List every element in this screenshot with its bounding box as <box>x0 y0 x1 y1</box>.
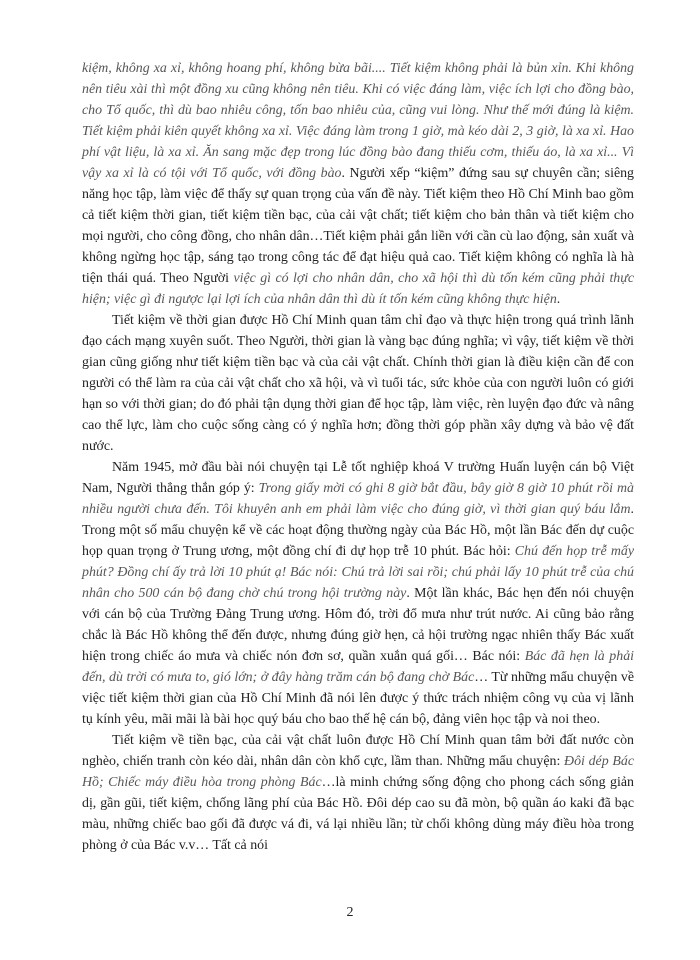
paragraph <box>82 457 634 730</box>
quote-text: kiệm, không xa xỉ, không hoang phí, không bừa bãi.... Tiết kiệm không phải là bủn xỉn. Khi không nên tiêu xài thì một đồng xu cũng không nên tiêu. Khi có việc đáng làm, việc ích lợi cho đồng bào, cho Tổ quốc, thì dù bao nhiêu công, tốn bao nhiêu của, cũng vui lòng. Như thế mới đúng là kiệm. Tiết kiệm phải kiên quyết không xa xỉ. Việc đáng làm trong 1 giờ, mà kéo dài 2, 3 giờ, là xa xỉ. Hao phí vật liệu, là xa xỉ. Ăn sang mặc đẹp trong lúc đồng bào đang thiếu cơm, thiếu áo, là xa xỉ... Vì vậy xa xỉ là có tội với Tổ quốc, với đồng bào <box>82 61 634 181</box>
paragraph <box>82 730 634 856</box>
body-run: . Người xếp “kiệm” đứng sau sự chuyên cần; siêng năng học tập, làm việc để thấy sự quan trọng của vấn đề này. Tiết kiệm theo Hồ Chí Minh bao gồm cả tiết kiệm thời gian, tiết kiệm tiền bạc, của cải vật chất; tiết kiệm cho bản thân và tiết kiệm cho mọi người, cho công đồng, cho nhân dân…Tiết kiệm phải gắn liền với cần cù lao động, sản xuất và không ngừng học tập, sáng tạo trong công tác để đạt hiệu quả cao. Tiết kiệm không có nghĩa là hà tiện thái quá. Theo Người <box>82 166 634 286</box>
quote-text: Trong giấy mời có ghi 8 giờ bắt đầu, bây giờ 8 giờ 10 phút rồi mà nhiều người chưa đến. Tôi khuyên anh em phải làm việc cho đúng giờ, vì thời gian quý báu lắm <box>82 481 634 517</box>
paragraph <box>82 310 634 457</box>
body-run: …là minh chứng sống động cho phong cách sống giản dị, gần gũi, tiết kiệm, chống lãng phí của Bác Hồ. Đôi dép cao su đã mòn, bộ quần áo kaki đã bạc màu, những chiếc bao gối đã được vá đi, vá lại nhiều lần; từ chối không dùng máy điều hòa trong phòng ở của Bác v.v… Tất cả nói <box>82 775 634 853</box>
quote-text: việc gì có lợi cho nhân dân, cho xã hội thì dù tốn kém cũng phải thực hiện; việc gì đi ngược lại lợi ích của nhân dân thì dù ít tốn kém cũng không thực hiện <box>82 271 634 307</box>
body-run: . Trong một số mẩu chuyện kể về các hoạt động thường ngày của Bác Hồ, một lần Bác đến dự cuộc họp quan trọng ở Trung ương, một đồng chí đi dự họp trễ 10 phút. Bác hỏi: <box>82 502 634 559</box>
paragraph <box>82 58 634 310</box>
quote-text: Bác đã hẹn là phải đến, dù trời có mưa to, gió lớn; ở đây hàng trăm cán bộ đang chờ Bác <box>82 649 634 685</box>
body-run: . <box>556 292 561 307</box>
quote-text: Đôi dép Bác Hồ; Chiếc máy điều hòa trong phòng Bác <box>82 754 634 790</box>
body-run: . Một lần khác, Bác hẹn đến nói chuyện với cán bộ của Trường Đảng Trung ương. Hôm đó, trời đổ mưa như trút nước. Ai cũng bảo rằng chắc là Bác Hồ không thể đến được, nhưng đúng giờ hẹn, cả hội trường ngạc nhiên thấy Bác xuất hiện trong chiếc áo mưa và chiếc nón đơn sơ, quần xuắn quá gối… Bác nói: <box>82 586 634 664</box>
page-number: 2 <box>346 905 354 920</box>
quote-text: Chú đến họp trễ mấy phút? Đồng chí ấy trả lời 10 phút ạ! Bác nói: Chú trả lời sai rồi; chú phải lấy 10 phút trễ của chú nhân cho 500 cán bộ đang chờ chú trong hội trường này <box>82 544 634 601</box>
body-run: Tiết kiệm về tiền bạc, của cải vật chất luôn được Hồ Chí Minh quan tâm bởi đất nước còn nghèo, chiến tranh còn kéo dài, nhân dân còn khổ cực, lầm than. Những mẩu chuyện: <box>82 733 634 769</box>
body-text <box>82 58 634 856</box>
body-run: Năm 1945, mở đầu bài nói chuyện tại Lễ tốt nghiệp khoá V trường Huấn luyện cán bộ Việt Nam, Người thẳng thắn góp ý: <box>82 460 634 496</box>
body-run: Tiết kiệm về thời gian được Hồ Chí Minh quan tâm chỉ đạo và thực hiện trong quá trình lãnh đạo cách mạng xuyên suốt. Theo Người, thời gian là vàng bạc đúng nghĩa; vì vậy, tiết kiệm về thời gian cũng giống như tiết kiệm tiền bạc và của cải vật chất. Chính thời gian là điều kiện cần để con người có thể làm ra của cải vật chất cho xã hội, và vì tuổi tác, sức khỏe của con người luôn có giới hạn so với thời gian; do đó phải tận dụng thời gian để học tập, làm việc, rèn luyện đạo đức và nâng cao thể lực, làm cho cuộc sống càng có ý nghĩa hơn; đồng thời góp phần xây dựng và bảo vệ đất nước. <box>82 313 634 454</box>
body-run: … Từ những mẩu chuyện về việc tiết kiệm thời gian của Hồ Chí Minh đã nói lên được ý thức trách nhiệm công vụ của vị lãnh tụ kính yêu, mãi mãi là bài học quý báu cho bao thế hệ cán bộ, đảng viên học tập và noi theo. <box>82 670 634 727</box>
